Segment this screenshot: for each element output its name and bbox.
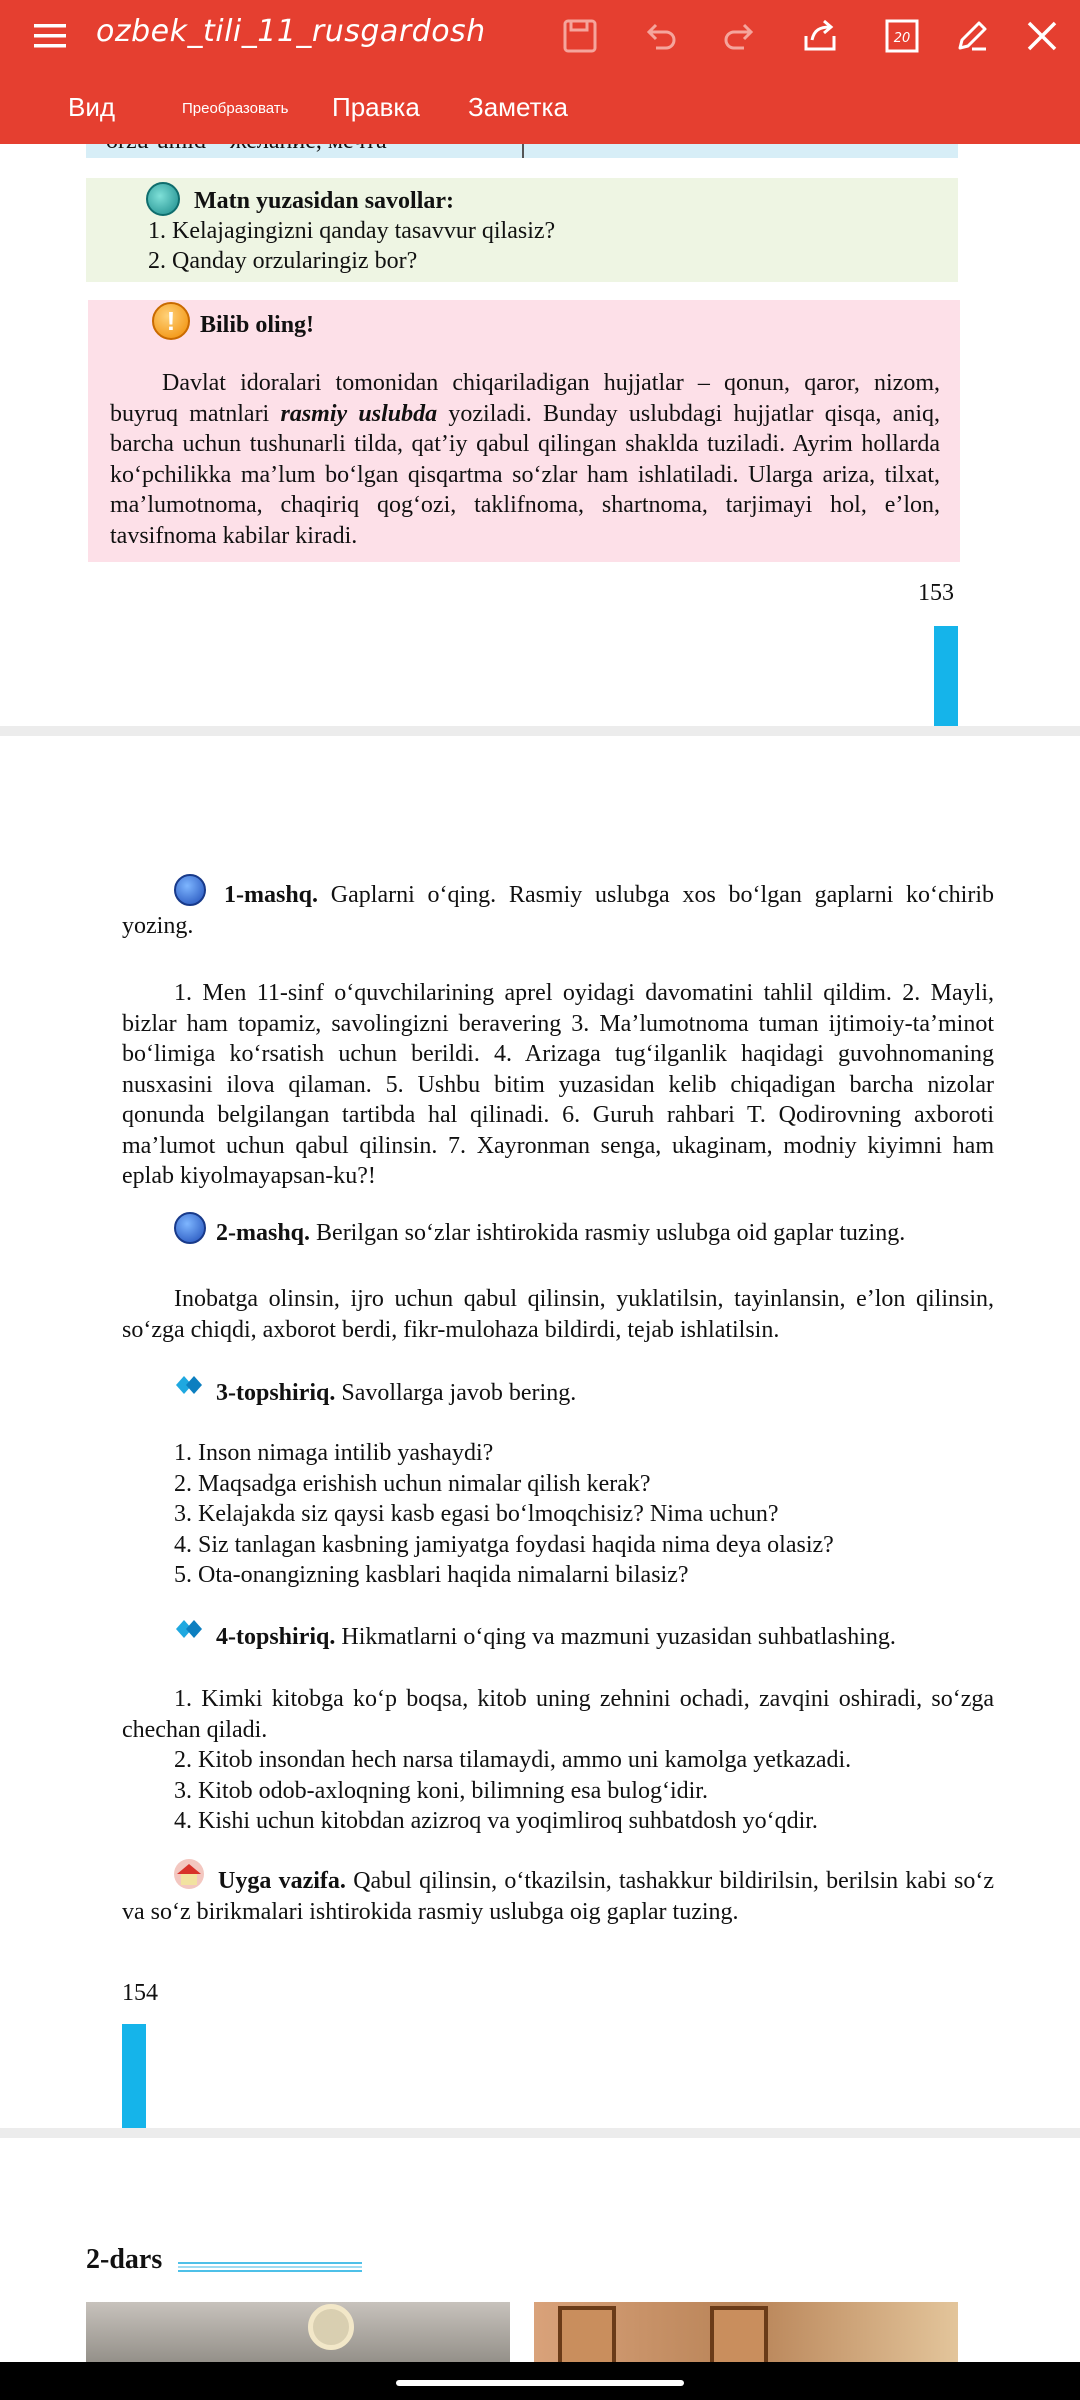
exclamation-icon: ! bbox=[152, 302, 190, 340]
list-item: 3. Kitob odob-axloqning koni, bilimning esa bulog‘idir. bbox=[174, 1778, 708, 1804]
lamp-shape bbox=[308, 2304, 354, 2350]
save-icon[interactable] bbox=[556, 12, 604, 60]
list-item: 2. Maqsadga erishish uchun nimalar qilish kerak? bbox=[174, 1471, 651, 1497]
app-bar bbox=[0, 0, 1080, 144]
home-gesture-handle[interactable] bbox=[396, 2380, 684, 2386]
menu-note[interactable]: Заметка bbox=[468, 92, 568, 122]
document-page-155 bbox=[0, 2138, 1080, 2368]
document-title: ozbek_tili_11_rusgardosh bbox=[96, 14, 486, 49]
redo-icon[interactable] bbox=[716, 12, 764, 60]
page-number: 154 bbox=[122, 1980, 158, 2006]
undo-icon[interactable] bbox=[636, 12, 684, 60]
menu-view[interactable]: Вид bbox=[68, 92, 116, 122]
questions-box bbox=[86, 178, 958, 282]
vocabulary-table-remnant bbox=[86, 144, 958, 158]
list-item: 3. Kelajakda siz qaysi kasb egasi bo‘lmoqchisiz? Nima uchun? bbox=[174, 1501, 779, 1527]
know-heading: Bilib oling! bbox=[200, 312, 315, 338]
title-underline bbox=[178, 2262, 362, 2272]
share-icon[interactable] bbox=[796, 12, 844, 60]
questions-icon bbox=[146, 182, 180, 216]
edit-pen-icon[interactable] bbox=[948, 12, 996, 60]
page-accent-bar bbox=[934, 626, 958, 726]
know-paragraph: Davlat idoralari tomonidan chiqariladigan hujjatlar – qonun, qaror, nizom, buyruq matnlari rasmiy uslubda yoziladi. Bunday uslubdagi hujjatlar qisqa, aniq, barcha uchun tushunarli tilda, qat’iy qabul qilingan shaklda tuziladi. Ayrim hollarda ko‘pchilikka ma’lum bo‘lgan qisqartma so‘zlar ham ishlatiladi. Ularga ariza, tilxat, ma’lumotnoma, chaqiriq qog‘ozi, taklifnoma, shartnoma, tarjimayi hol, e’lon, tavsifnoma kabilar kiradi. bbox=[110, 370, 940, 549]
list-item: 4. Kishi uchun kitobdan azizroq va yoqimliroq suhbatdosh yo‘qdir. bbox=[174, 1808, 818, 1834]
menu-bar bbox=[0, 84, 1080, 134]
close-icon[interactable] bbox=[1018, 12, 1066, 60]
exercise-1-body: 1. Men 11-sinf o‘quvchilarining aprel oyidagi davomatini tahlil qildim. 2. Mayli, bizlar ham topamiz, savolingizni beravering 3. Ma’lumotnoma tuman ijtimoiy-ta’minot bo‘limiga ko‘rsatish uchun berildi. 4. Arizaga tug‘ilganlik haqidagi guvohnomaning nusxasini ilova qilaman. 5. Ushbu bitim yuzasidan kelib chiqadigan barcha nizolar qonunda belgilangan tartibda hal qilinadi. 6. Guruh rahbari T. Qodirovning axboroti ma’lumot uchun qabul qilinsin. 7. Xayronman senga, ukaginam, modniy kiyimni ham eplab kiyolmayapsan-ku?! bbox=[122, 980, 994, 1189]
task-4-item-1: 1. Kimki kitobga ko‘p boqsa, kitob uning zehnini ochadi, zavqini oshiradi, so‘zga chechan qiladi. bbox=[122, 1686, 994, 1743]
document-page-153 bbox=[0, 144, 1080, 726]
exercise-1-heading: 1-mashq. Gaplarni o‘qing. Rasmiy uslubga xos bo‘lgan gaplarni ko‘chirib yozing. bbox=[122, 882, 994, 939]
question-item: 2. Qanday orzularingiz bor? bbox=[148, 248, 418, 274]
list-item: 2. Kitob insondan hech narsa tilamaydi, ammo uni kamolga yetkazadi. bbox=[174, 1747, 852, 1773]
hamburger-menu-icon[interactable] bbox=[26, 12, 74, 60]
list-item: 4. Siz tanlagan kasbning jamiyatga foydasi haqida nima deya olasiz? bbox=[174, 1532, 834, 1558]
menu-edit[interactable]: Правка bbox=[332, 92, 420, 122]
lesson-title: 2-dars bbox=[86, 2244, 163, 2275]
page-count-icon[interactable] bbox=[878, 12, 926, 60]
document-page-154 bbox=[0, 736, 1080, 2128]
exercise-2-heading: 2-mashq. Berilgan so‘zlar ishtirokida rasmiy uslubga oid gaplar tuzing. bbox=[216, 1220, 906, 1246]
menu-convert[interactable]: Преобразовать bbox=[182, 100, 289, 117]
table-divider bbox=[522, 144, 524, 158]
page-number: 153 bbox=[918, 580, 954, 606]
svg-text:20: 20 bbox=[893, 31, 911, 46]
list-item: 1. Inson nimaga intilib yashaydi? bbox=[174, 1440, 494, 1466]
exercise-2-body: Inobatga olinsin, ijro uchun qabul qilinsin, yuklatilsin, tayinlansin, e’lon qilinsin, so‘zga chiqdi, axborot berdi, fikr-mulohaza bildirdi, tejab ishlatilsin. bbox=[122, 1286, 994, 1343]
homework-paragraph: Uyga vazifa. Qabul qilinsin, o‘tkazilsin, tashakkur bildirilsin, berilsin kabi so‘z va so‘z birikmalari ishtirokida rasmiy uslubga oig gaplar tuzing. bbox=[122, 1868, 994, 1925]
task-4-heading: 4-topshiriq. Hikmatlarni o‘qing va mazmuni yuzasidan suhbatlashing. bbox=[216, 1624, 896, 1650]
task-3-heading: 3-topshiriq. Savollarga javob bering. bbox=[216, 1380, 577, 1406]
question-item: 1. Kelajagingizni qanday tasavvur qilasiz? bbox=[148, 218, 556, 244]
top-toolbar bbox=[0, 0, 1080, 72]
know-box bbox=[88, 300, 960, 562]
page-accent-bar bbox=[122, 2024, 146, 2128]
painting-frame bbox=[558, 2306, 616, 2366]
questions-heading: Matn yuzasidan savollar: bbox=[194, 188, 455, 214]
painting-frame bbox=[710, 2306, 768, 2366]
list-item: 5. Ota-onangizning kasblari haqida nimalarni bilasiz? bbox=[174, 1562, 689, 1588]
